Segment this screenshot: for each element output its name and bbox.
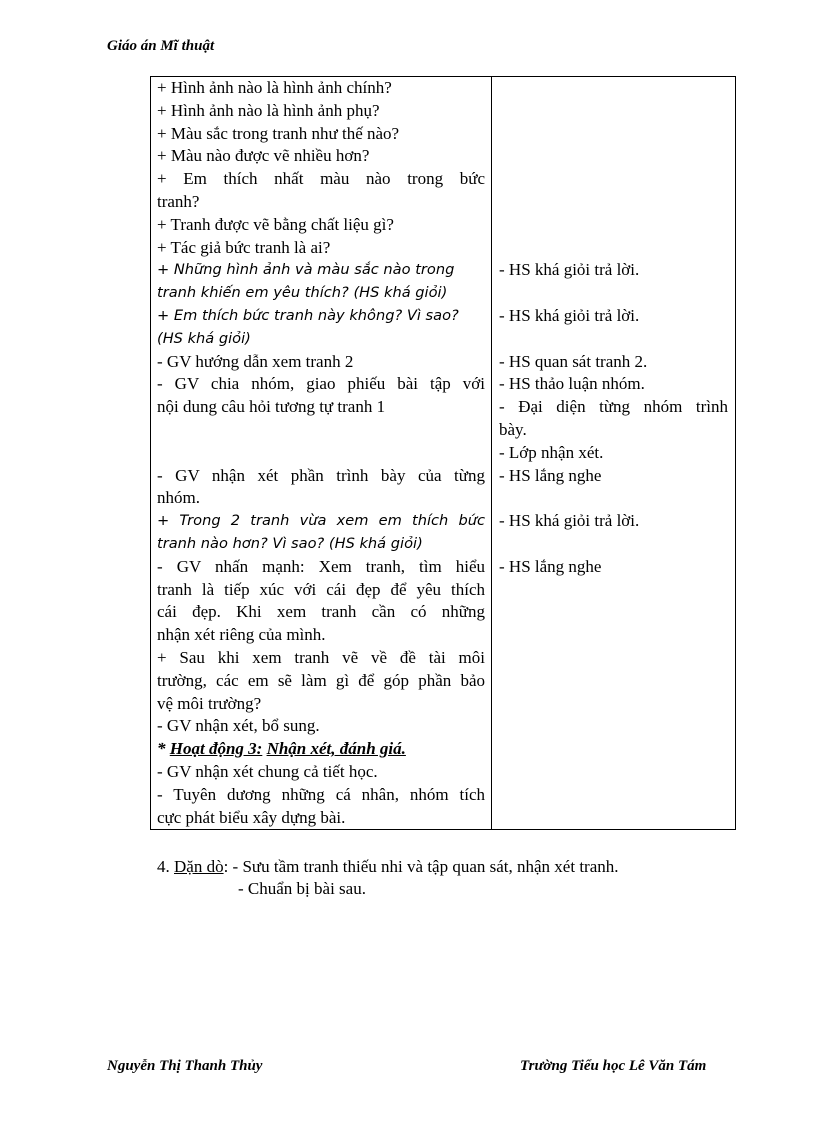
question-line: + Tranh được vẽ bằng chất liệu gì?	[157, 214, 394, 234]
footer-school: Trường Tiểu học Lê Văn Tám	[520, 1058, 707, 1074]
question-line: + Hình ảnh nào là hình ảnh chính?	[157, 78, 392, 97]
teacher-line: - GV nhấn mạnh: Xem tranh, tìm hiểu	[157, 556, 485, 576]
student-line: - HS khá giỏi trả lời.	[499, 511, 640, 531]
teacher-line: - Tuyên dương những cá nhân, nhóm tích	[157, 784, 485, 804]
teacher-line: - GV hướng dẫn xem tranh 2	[157, 351, 354, 371]
student-line: - HS khá giỏi trả lời.	[499, 305, 640, 325]
advanced-question-line: (HS khá giỏi)	[157, 329, 251, 347]
student-line: - HS lắng nghe	[499, 556, 602, 576]
teacher-line: - GV nhận xét, bổ sung.	[157, 716, 320, 736]
activity-3-label: Hoạt động 3:	[169, 739, 263, 759]
homework-line-1: : - Sưu tầm tranh thiếu nhi và tập quan sát, nhận xét tranh.	[223, 857, 619, 876]
question-line: vệ môi trường?	[157, 693, 262, 713]
question-line: + Màu sắc trong tranh như thế nào?	[157, 123, 400, 143]
student-line: - HS quan sát tranh 2.	[499, 351, 648, 371]
student-line: - HS thảo luận nhóm.	[499, 374, 645, 394]
activity-3-star: *	[157, 739, 170, 759]
advanced-question-line: + Em thích bức tranh này không? Vì sao?	[157, 306, 459, 324]
question-line: + Sau khi xem tranh vẽ về đề tài môi	[157, 647, 485, 667]
advanced-question-line: tranh nào hơn? Vì sao? (HS khá giỏi)	[157, 534, 423, 552]
homework-number: 4.	[157, 857, 174, 876]
advanced-question-line: tranh khiến em yêu thích? (HS khá giỏi)	[157, 284, 448, 302]
student-line: - HS khá giỏi trả lời.	[499, 260, 640, 280]
activity-3-title: Nhận xét, đánh giá.	[266, 739, 406, 759]
homework-line-2: - Chuẩn bị bài sau.	[238, 879, 366, 898]
teacher-line: cái đẹp. Khi xem tranh cần có những	[157, 602, 485, 622]
student-line: - HS lắng nghe	[499, 465, 602, 485]
question-line: + Em thích nhất màu nào trong bức	[157, 169, 485, 189]
advanced-question-line: + Trong 2 tranh vừa xem em thích bức	[157, 512, 485, 530]
question-line: + Tác giả bức tranh là ai?	[157, 237, 331, 257]
teacher-line: nhóm.	[157, 488, 200, 508]
teacher-line: - GV nhận xét chung cả tiết học.	[157, 761, 378, 781]
homework-section	[157, 856, 619, 900]
question-line: tranh?	[157, 191, 200, 211]
teacher-line: nhận xét riêng của mình.	[157, 625, 326, 645]
activity-3-heading	[157, 738, 485, 761]
question-line: trường, các em sẽ làm gì để góp phần bảo	[157, 670, 485, 690]
student-line: bày.	[499, 419, 527, 439]
teacher-line: tranh là tiếp xúc với cái đẹp để yêu thích	[157, 579, 485, 599]
lesson-table	[150, 76, 736, 830]
page-header: Giáo án Mĩ thuật	[107, 38, 215, 54]
footer-author: Nguyễn Thị Thanh Thủy	[107, 1058, 263, 1074]
student-activities-cell	[492, 77, 736, 830]
teacher-activities-cell	[151, 77, 492, 830]
teacher-line: - GV chia nhóm, giao phiếu bài tập với	[157, 374, 485, 394]
question-line: + Hình ảnh nào là hình ảnh phụ?	[157, 100, 380, 120]
teacher-line: - GV nhận xét phần trình bày của từng	[157, 465, 485, 485]
question-line: + Màu nào được vẽ nhiều hơn?	[157, 146, 370, 166]
student-line: - Lớp nhận xét.	[499, 442, 604, 462]
teacher-line: cực phát biểu xây dựng bài.	[157, 807, 346, 827]
advanced-question-line: + Những hình ảnh và màu sắc nào trong	[157, 261, 455, 279]
teacher-line: nội dung câu hỏi tương tự tranh 1	[157, 397, 386, 417]
student-line: - Đại diện từng nhóm trình	[499, 397, 728, 417]
homework-label: Dặn dò	[174, 857, 224, 876]
